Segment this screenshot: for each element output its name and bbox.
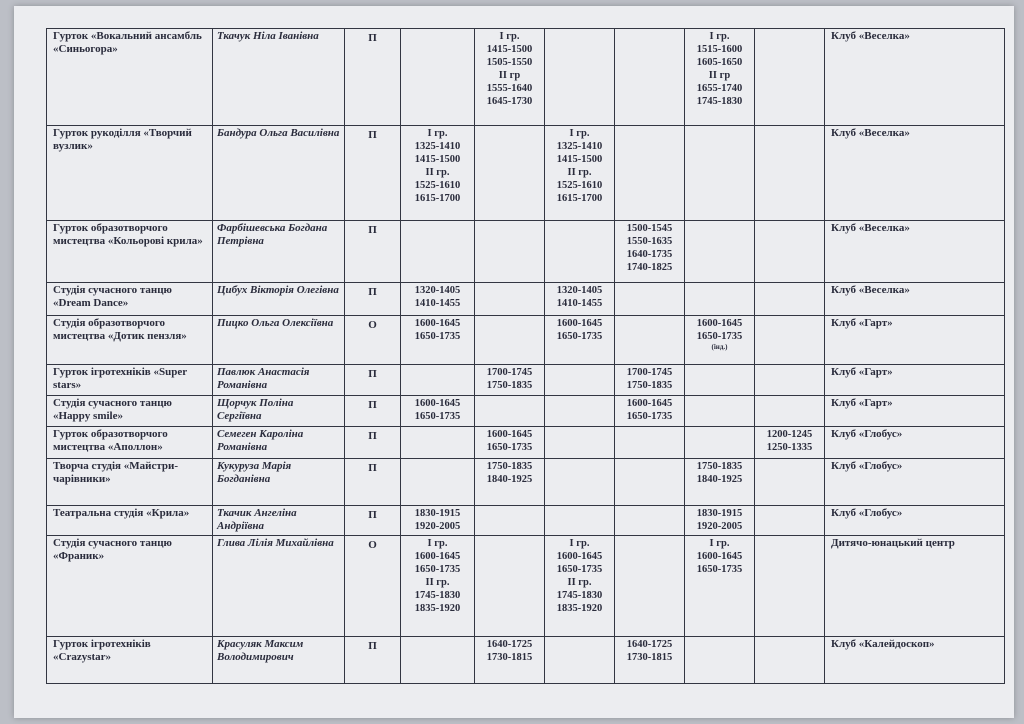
teacher-cell: Ткачук Ніла Іванівна — [213, 29, 345, 126]
club-name-cell: Гурток «Вокальний ансамбль «Синьогора» — [47, 29, 213, 126]
schedule-slot-cell — [545, 221, 615, 283]
time-slot-line: 1600-1645 — [556, 551, 603, 562]
time-slot-line: 1555-1640 — [486, 83, 533, 94]
time-slot-line: 1600-1645 — [486, 429, 533, 440]
club-name-cell: Творча студія «Майстри-чарівники» — [47, 459, 213, 506]
schedule-slot-cell — [545, 29, 615, 126]
teacher-cell: Павлюк Анастасія Романівна — [213, 365, 345, 396]
location-cell: Клуб «Глобус» — [825, 506, 1005, 536]
schedule-row — [47, 29, 1005, 126]
time-slot-line: 1730-1815 — [486, 652, 533, 663]
schedule-slot-cell — [685, 29, 755, 126]
schedule-slot-cell — [475, 536, 545, 637]
schedule-slot-cell — [475, 126, 545, 221]
time-slot-line: 1745-1830 — [414, 590, 461, 601]
time-slot-line: 1200-1245 — [766, 429, 813, 440]
schedule-slot-cell — [615, 283, 685, 316]
program-type-cell: П — [345, 506, 401, 536]
time-slot-line: 1750-1835 — [486, 380, 533, 391]
teacher-cell: Щорчук Поліна Сергіївна — [213, 396, 345, 427]
schedule-slot-cell — [755, 316, 825, 365]
teacher-cell: Красуляк Максим Володимирович — [213, 637, 345, 684]
schedule-row — [47, 637, 1005, 684]
schedule-body — [47, 29, 1005, 684]
program-type-cell: О — [345, 316, 401, 365]
schedule-slot-cell — [545, 283, 615, 316]
program-type-cell: П — [345, 29, 401, 126]
time-slot-line: 1655-1740 — [696, 83, 743, 94]
schedule-slot-cell — [685, 126, 755, 221]
time-slot-line: 1840-1925 — [486, 474, 533, 485]
location-cell: Клуб «Глобус» — [825, 427, 1005, 459]
location-cell: Клуб «Гарт» — [825, 316, 1005, 365]
schedule-slot-cell — [475, 29, 545, 126]
schedule-slot-cell — [615, 29, 685, 126]
schedule-slot-cell — [475, 506, 545, 536]
schedule-slot-cell — [685, 316, 755, 365]
time-slot-line: (інд.) — [711, 343, 728, 351]
schedule-slot-cell — [755, 637, 825, 684]
schedule-row — [47, 283, 1005, 316]
time-slot-line: 1600-1645 — [696, 551, 743, 562]
time-slot-line: 1605-1650 — [696, 57, 743, 68]
schedule-slot-cell — [685, 536, 755, 637]
schedule-slot-cell — [401, 29, 475, 126]
time-slot-line: 1650-1735 — [414, 411, 461, 422]
schedule-slot-cell — [755, 126, 825, 221]
program-type-cell: П — [345, 637, 401, 684]
schedule-slot-cell — [615, 536, 685, 637]
time-slot-line: 1415-1500 — [556, 154, 603, 165]
schedule-slot-cell — [401, 459, 475, 506]
time-slot-line: 1600-1645 — [414, 318, 461, 329]
time-slot-line: 1650-1735 — [556, 331, 603, 342]
club-name-cell: Гурток ігротехніків «Crazystar» — [47, 637, 213, 684]
schedule-slot-cell — [545, 316, 615, 365]
program-type-cell: П — [345, 126, 401, 221]
teacher-cell: Цибух Вікторія Олегівна — [213, 283, 345, 316]
time-slot-line: 1650-1735 — [696, 331, 743, 342]
time-slot-line: 1320-1405 — [556, 285, 603, 296]
time-slot-line: 1920-2005 — [414, 521, 461, 532]
time-slot-line: I гр. — [569, 538, 590, 549]
time-slot-line: 1415-1500 — [486, 44, 533, 55]
document-page — [14, 6, 1014, 718]
schedule-slot-cell — [401, 396, 475, 427]
teacher-cell: Глива Лілія Михайлівна — [213, 536, 345, 637]
schedule-slot-cell — [755, 427, 825, 459]
schedule-slot-cell — [475, 316, 545, 365]
schedule-slot-cell — [401, 506, 475, 536]
program-type-cell: П — [345, 459, 401, 506]
location-cell: Клуб «Веселка» — [825, 283, 1005, 316]
club-name-cell: Гурток рукоділля «Творчий вузлик» — [47, 126, 213, 221]
time-slot-line: 1645-1730 — [486, 96, 533, 107]
schedule-slot-cell — [685, 506, 755, 536]
schedule-row — [47, 536, 1005, 637]
schedule-slot-cell — [615, 459, 685, 506]
time-slot-line: 1830-1915 — [696, 508, 743, 519]
teacher-cell: Бандура Ольга Василівна — [213, 126, 345, 221]
schedule-slot-cell — [401, 365, 475, 396]
schedule-slot-cell — [755, 536, 825, 637]
schedule-slot-cell — [755, 459, 825, 506]
time-slot-line: 1750-1835 — [626, 380, 673, 391]
schedule-slot-cell — [545, 536, 615, 637]
schedule-slot-cell — [545, 427, 615, 459]
schedule-slot-cell — [401, 283, 475, 316]
time-slot-line: 1700-1745 — [486, 367, 533, 378]
time-slot-line: 1745-1830 — [696, 96, 743, 107]
time-slot-line: 1700-1745 — [626, 367, 673, 378]
location-cell: Клуб «Глобус» — [825, 459, 1005, 506]
schedule-slot-cell — [615, 365, 685, 396]
club-name-cell: Студія сучасного танцю «Франик» — [47, 536, 213, 637]
time-slot-line: 1830-1915 — [414, 508, 461, 519]
schedule-slot-cell — [475, 637, 545, 684]
schedule-slot-cell — [615, 221, 685, 283]
time-slot-line: 1835-1920 — [414, 603, 461, 614]
time-slot-line: 1500-1545 — [626, 223, 673, 234]
time-slot-line: 1835-1920 — [556, 603, 603, 614]
time-slot-line: 1745-1830 — [556, 590, 603, 601]
time-slot-line: 1325-1410 — [556, 141, 603, 152]
time-slot-line: II гр — [708, 70, 731, 81]
schedule-row — [47, 316, 1005, 365]
time-slot-line: 1410-1455 — [414, 298, 461, 309]
location-cell: Клуб «Гарт» — [825, 396, 1005, 427]
location-cell: Дитячо-юнацький центр — [825, 536, 1005, 637]
teacher-cell: Семеген Кароліна Романівна — [213, 427, 345, 459]
time-slot-line: 1320-1405 — [414, 285, 461, 296]
time-slot-line: 1920-2005 — [696, 521, 743, 532]
schedule-slot-cell — [615, 506, 685, 536]
schedule-slot-cell — [545, 396, 615, 427]
time-slot-line: 1650-1735 — [414, 331, 461, 342]
time-slot-line: 1600-1645 — [556, 318, 603, 329]
time-slot-line: I гр. — [499, 31, 520, 42]
time-slot-line: 1515-1600 — [696, 44, 743, 55]
schedule-row — [47, 126, 1005, 221]
teacher-cell: Фарбішевська Богдана Петрівна — [213, 221, 345, 283]
schedule-slot-cell — [685, 365, 755, 396]
time-slot-line: 1750-1835 — [696, 461, 743, 472]
location-cell: Клуб «Веселка» — [825, 126, 1005, 221]
location-cell: Клуб «Калейдоскоп» — [825, 637, 1005, 684]
schedule-row — [47, 365, 1005, 396]
schedule-slot-cell — [475, 427, 545, 459]
time-slot-line: 1740-1825 — [626, 262, 673, 273]
time-slot-line: 1640-1735 — [626, 249, 673, 260]
teacher-cell: Пицко Ольга Олексіївна — [213, 316, 345, 365]
schedule-slot-cell — [401, 637, 475, 684]
time-slot-line: I гр. — [709, 31, 730, 42]
time-slot-line: 1525-1610 — [414, 180, 461, 191]
time-slot-line: II гр — [498, 70, 521, 81]
time-slot-line: 1600-1645 — [696, 318, 743, 329]
schedule-slot-cell — [615, 316, 685, 365]
schedule-slot-cell — [401, 536, 475, 637]
location-cell: Клуб «Гарт» — [825, 365, 1005, 396]
schedule-slot-cell — [685, 427, 755, 459]
schedule-slot-cell — [755, 396, 825, 427]
schedule-row — [47, 396, 1005, 427]
schedule-table — [46, 28, 1005, 684]
time-slot-line: 1600-1645 — [414, 398, 461, 409]
schedule-row — [47, 459, 1005, 506]
schedule-slot-cell — [615, 396, 685, 427]
schedule-slot-cell — [615, 126, 685, 221]
schedule-row — [47, 427, 1005, 459]
program-type-cell: П — [345, 283, 401, 316]
time-slot-line: I гр. — [427, 128, 448, 139]
time-slot-line: I гр. — [569, 128, 590, 139]
schedule-slot-cell — [755, 221, 825, 283]
schedule-row — [47, 506, 1005, 536]
time-slot-line: 1600-1645 — [414, 551, 461, 562]
time-slot-line: 1650-1735 — [696, 564, 743, 575]
time-slot-line: 1550-1635 — [626, 236, 673, 247]
teacher-cell: Ткачик Ангеліна Андріївна — [213, 506, 345, 536]
club-name-cell: Гурток образотворчого мистецтва «Кольорові крила» — [47, 221, 213, 283]
time-slot-line: 1640-1725 — [486, 639, 533, 650]
schedule-slot-cell — [755, 29, 825, 126]
time-slot-line: 1600-1645 — [626, 398, 673, 409]
club-name-cell: Студія образотворчого мистецтва «Дотик пензля» — [47, 316, 213, 365]
program-type-cell: П — [345, 396, 401, 427]
time-slot-line: 1730-1815 — [626, 652, 673, 663]
schedule-slot-cell — [475, 283, 545, 316]
teacher-cell: Кукуруза Марія Богданівна — [213, 459, 345, 506]
time-slot-line: 1615-1700 — [414, 193, 461, 204]
schedule-slot-cell — [685, 637, 755, 684]
schedule-slot-cell — [685, 283, 755, 316]
schedule-slot-cell — [545, 459, 615, 506]
time-slot-line: 1640-1725 — [626, 639, 673, 650]
schedule-slot-cell — [401, 126, 475, 221]
program-type-cell: П — [345, 427, 401, 459]
time-slot-line: 1650-1735 — [556, 564, 603, 575]
schedule-slot-cell — [685, 459, 755, 506]
time-slot-line: II гр. — [567, 167, 592, 178]
club-name-cell: Театральна студія «Крила» — [47, 506, 213, 536]
schedule-slot-cell — [755, 506, 825, 536]
club-name-cell: Студія сучасного танцю «Dream Dance» — [47, 283, 213, 316]
club-name-cell: Гурток ігротехніків «Super stars» — [47, 365, 213, 396]
time-slot-line: 1325-1410 — [414, 141, 461, 152]
time-slot-line: 1650-1735 — [486, 442, 533, 453]
schedule-slot-cell — [685, 221, 755, 283]
schedule-slot-cell — [475, 365, 545, 396]
time-slot-line: 1415-1500 — [414, 154, 461, 165]
schedule-slot-cell — [545, 506, 615, 536]
program-type-cell: П — [345, 221, 401, 283]
time-slot-line: I гр. — [709, 538, 730, 549]
time-slot-line: II гр. — [567, 577, 592, 588]
location-cell: Клуб «Веселка» — [825, 221, 1005, 283]
schedule-slot-cell — [475, 459, 545, 506]
time-slot-line: 1650-1735 — [626, 411, 673, 422]
time-slot-line: 1750-1835 — [486, 461, 533, 472]
schedule-slot-cell — [401, 427, 475, 459]
schedule-slot-cell — [475, 221, 545, 283]
time-slot-line: 1650-1735 — [414, 564, 461, 575]
time-slot-line: I гр. — [427, 538, 448, 549]
schedule-slot-cell — [475, 396, 545, 427]
time-slot-line: 1615-1700 — [556, 193, 603, 204]
time-slot-line: II гр. — [425, 577, 450, 588]
time-slot-line: 1410-1455 — [556, 298, 603, 309]
schedule-slot-cell — [545, 637, 615, 684]
schedule-slot-cell — [545, 126, 615, 221]
program-type-cell: П — [345, 365, 401, 396]
schedule-slot-cell — [755, 283, 825, 316]
time-slot-line: II гр. — [425, 167, 450, 178]
schedule-slot-cell — [685, 396, 755, 427]
schedule-slot-cell — [545, 365, 615, 396]
club-name-cell: Студія сучасного танцю «Happy smile» — [47, 396, 213, 427]
schedule-slot-cell — [401, 221, 475, 283]
schedule-slot-cell — [755, 365, 825, 396]
location-cell: Клуб «Веселка» — [825, 29, 1005, 126]
schedule-slot-cell — [615, 637, 685, 684]
time-slot-line: 1525-1610 — [556, 180, 603, 191]
schedule-slot-cell — [615, 427, 685, 459]
time-slot-line: 1840-1925 — [696, 474, 743, 485]
club-name-cell: Гурток образотворчого мистецтва «Аполлон» — [47, 427, 213, 459]
time-slot-line: 1250-1335 — [766, 442, 813, 453]
schedule-slot-cell — [401, 316, 475, 365]
schedule-row — [47, 221, 1005, 283]
time-slot-line: 1505-1550 — [486, 57, 533, 68]
program-type-cell: О — [345, 536, 401, 637]
